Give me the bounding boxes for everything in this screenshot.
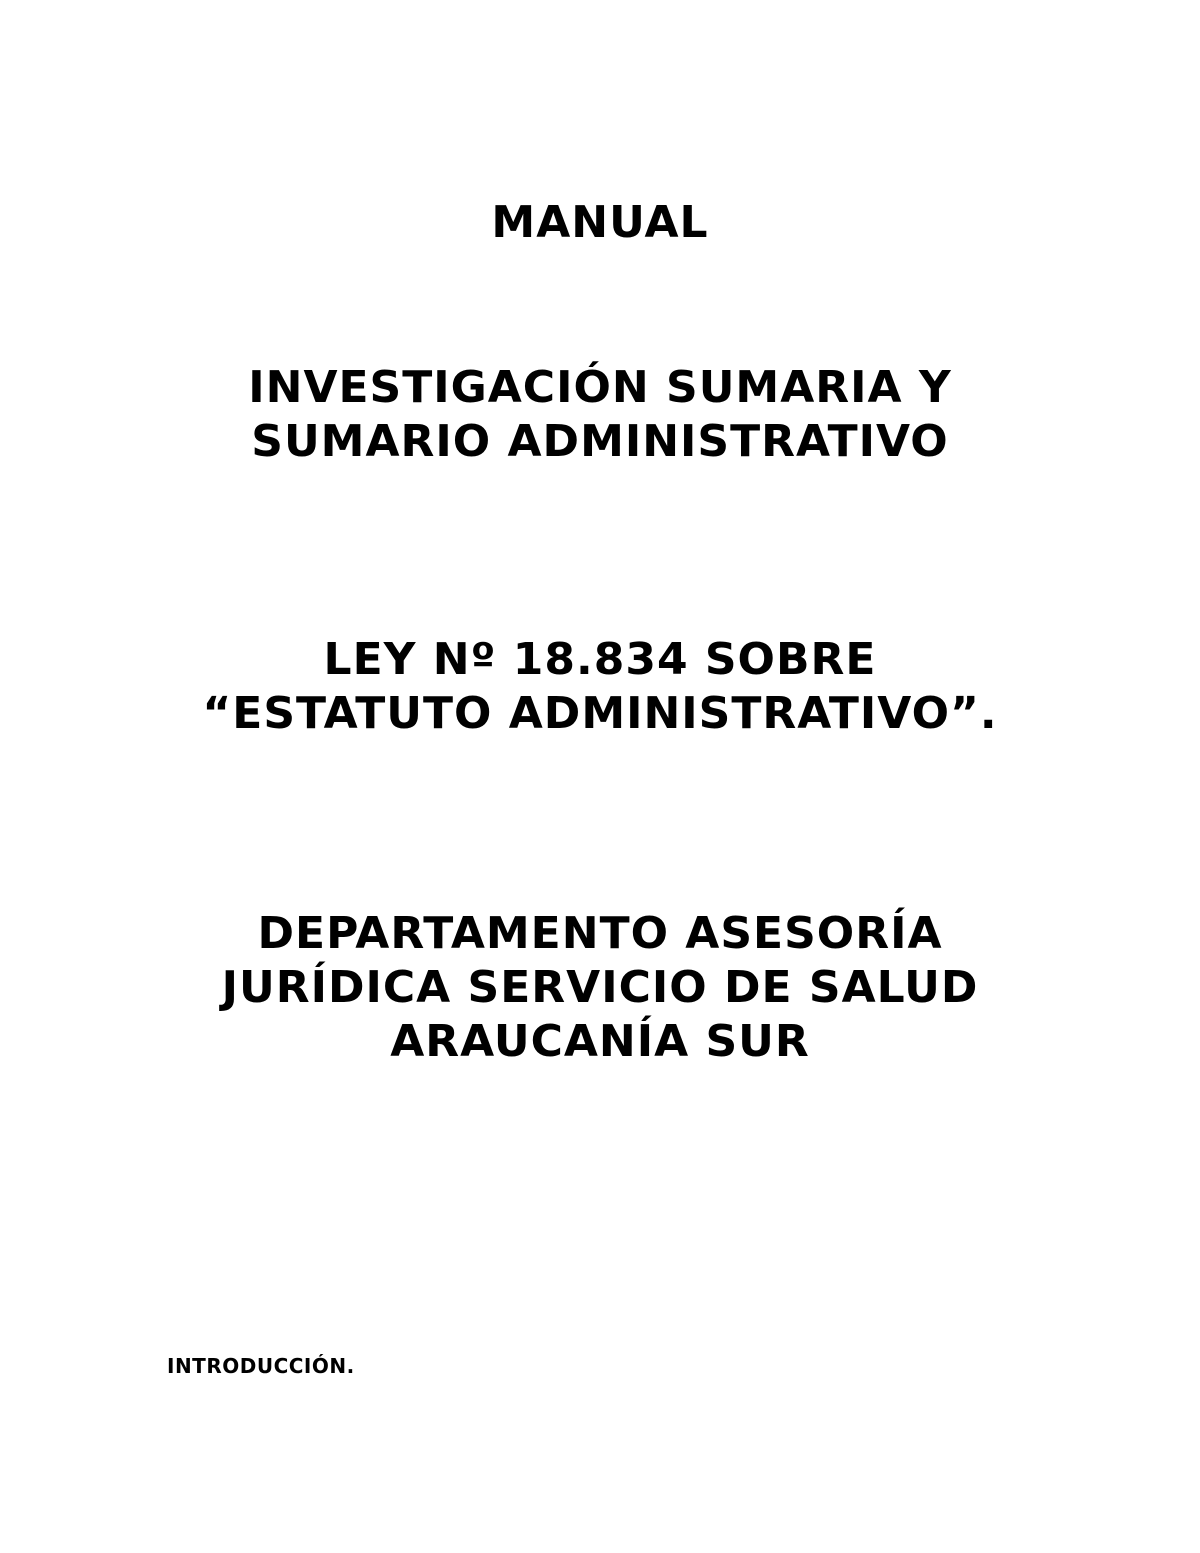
introduction-heading: INTRODUCCIÓN. — [167, 1354, 355, 1378]
department-line-3: ARAUCANÍA SUR — [390, 1016, 810, 1067]
subtitle-heading — [0, 361, 1200, 469]
manual-title-text: MANUAL — [491, 197, 709, 248]
law-line-2: “ESTATUTO ADMINISTRATIVO”. — [202, 688, 998, 739]
department-line-2: JURÍDICA SERVICIO DE SALUD — [221, 962, 979, 1013]
law-line-1: LEY Nº 18.834 SOBRE — [323, 634, 877, 685]
subtitle-line-2: SUMARIO ADMINISTRATIVO — [251, 416, 949, 467]
manual-title — [0, 196, 1200, 250]
department-line-1: DEPARTAMENTO ASESORÍA — [257, 908, 943, 959]
subtitle-line-1: INVESTIGACIÓN SUMARIA Y — [248, 362, 952, 413]
department-heading — [0, 907, 1200, 1069]
law-heading — [0, 633, 1200, 741]
